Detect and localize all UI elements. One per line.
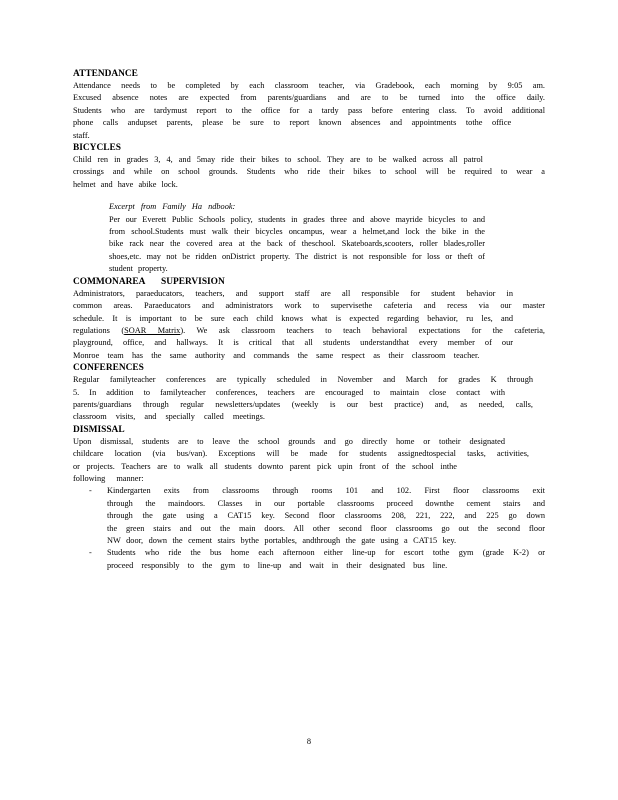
- text-run: regulations (: [73, 325, 125, 335]
- paragraph-line: Administrators, paraeducators, teachers, and support staff are all responsible for student behavior in: [73, 288, 513, 298]
- paragraph-line: or projects. Teachers are to walk all students downto parent pick upin front of the school inthe: [73, 461, 457, 471]
- list-item-line: Kindergarten exits from classrooms through rooms 101 and 102. First floor classrooms exit: [107, 486, 545, 496]
- paragraph-line: helmet and have abike lock.: [73, 179, 178, 189]
- paragraph-line: Excused absence notes are expected from parents/guardians and are to be turned into the office daily.: [73, 93, 545, 103]
- paragraph-line: common areas. Paraeducators and administrators work to supervisethe cafeteria and recess via our master: [73, 301, 545, 311]
- paragraph-line: [73, 325, 545, 337]
- paragraph-line: Students who are tardymust report to the office for a tardy pass before entering class. To avoid additional: [73, 105, 545, 115]
- section-attendance: [73, 68, 545, 142]
- list-item-line: the green stairs and out the main doors. All other second floor classrooms go out the second floor: [107, 523, 545, 533]
- bullet-dash: -: [89, 486, 92, 496]
- section-heading: [73, 276, 545, 288]
- paragraph-line: Regular familyteacher conferences are typically scheduled in November and March for grades K through: [73, 375, 533, 385]
- paragraph-line: 5. In addition to familyteacher conferences, teachers are encouraged to maintain close contact with: [73, 387, 505, 397]
- section-bicycles: [73, 142, 545, 276]
- list-item: [73, 547, 545, 572]
- page-number: 8: [306, 737, 312, 746]
- list-item-line: through the gate using a CAT15 key. Second floor classrooms 208, 221, 222, and 225 go down: [107, 511, 545, 521]
- list-item-line: proceed responsibly to the gym to line-up and wait in their designated bus line.: [107, 560, 448, 570]
- handbook-excerpt: [109, 201, 545, 275]
- list-item-line: through the maindoors. Classes in our portable classrooms proceed downthe cement stairs and: [107, 498, 545, 508]
- paragraph-line: Upon dismissal, students are to leave the school grounds and go directly home or totheir designated: [73, 436, 505, 446]
- section-heading: BICYCLES: [73, 143, 121, 154]
- excerpt-line: bike rack near the covered area at the back of theschool. Skateboards,scooters, roller blades,roller: [109, 239, 485, 249]
- soar-matrix-link[interactable]: SOAR Matrix: [124, 325, 181, 335]
- paragraph-line: phone calls andupset parents, please be sure to report known absences and appointments tothe office: [73, 118, 512, 128]
- paragraph-line: Monroe team has the same authority and commands the same respect as their classroom teacher.: [73, 350, 480, 360]
- paragraph-line: staff.: [73, 130, 90, 140]
- section-conferences: [73, 362, 545, 424]
- paragraph-line: Attendance needs to be completed by each classroom teacher, via Gradebook, each morning by 9:05 am.: [73, 81, 545, 90]
- text-run: ). We ask classroom teachers to teach behavioral expectations for the cafeteria,: [180, 325, 545, 335]
- section-dismissal: [73, 424, 545, 572]
- paragraph-line: playground, office, and hallways. It is critical that all students understandthat every member of our: [73, 338, 513, 348]
- section-heading: ATTENDANCE: [73, 69, 138, 79]
- excerpt-title: Excerpt from Family Ha ndbook:: [109, 202, 236, 212]
- heading-part: COMMONAREA: [73, 276, 146, 287]
- page-content: [73, 68, 545, 572]
- paragraph-line: schedule. It is important to be sure each child knows what is expected regarding behavior, ru les, and: [73, 313, 513, 323]
- paragraph-line: following manner:: [73, 473, 144, 483]
- section-common-area-supervision: [73, 276, 545, 362]
- section-heading: CONFERENCES: [73, 363, 144, 374]
- excerpt-line: Per our Everett Public Schools policy, students in grades three and above mayride bicycles to and: [109, 214, 485, 224]
- excerpt-line: student property.: [109, 264, 168, 274]
- paragraph-line: parents/guardians through regular newsletters/updates (weekly is our best practice) and, as needed, calls,: [73, 399, 533, 409]
- list-item-line: Students who ride the bus home each afternoon either line-up for escort tothe gym (grade K-2) or: [107, 548, 545, 558]
- list-item-body: [107, 485, 545, 547]
- paragraph-line: childcare location (via bus/van). Exceptions will be made for students assignedtospecial tasks, activities,: [73, 449, 529, 459]
- list-item: [73, 485, 545, 547]
- list-item-body: [107, 547, 545, 572]
- paragraph-line: classroom visits, and specially called meetings.: [73, 412, 265, 422]
- list-item-line: NW door, down the cement stairs bythe portables, andthrough the gate using a CAT15 key.: [107, 536, 457, 545]
- paragraph-line: crossings and while on school grounds. Students who ride their bikes to school will be required to wear a: [73, 167, 545, 177]
- excerpt-line: shoes,etc. may not be ridden onDistrict property. The district is not responsible for loss or theft of: [109, 251, 485, 261]
- section-heading: DISMISSAL: [73, 424, 125, 435]
- bullet-dash: -: [89, 548, 92, 558]
- heading-part: SUPERVISION: [161, 276, 225, 287]
- paragraph-line: Child ren in grades 3, 4, and 5may ride their bikes to school. They are to be walked across all patrol: [73, 155, 483, 165]
- excerpt-line: from school.Students must walk their bicycles oncampus, wear a helmet,and lock the bike in the: [109, 227, 485, 237]
